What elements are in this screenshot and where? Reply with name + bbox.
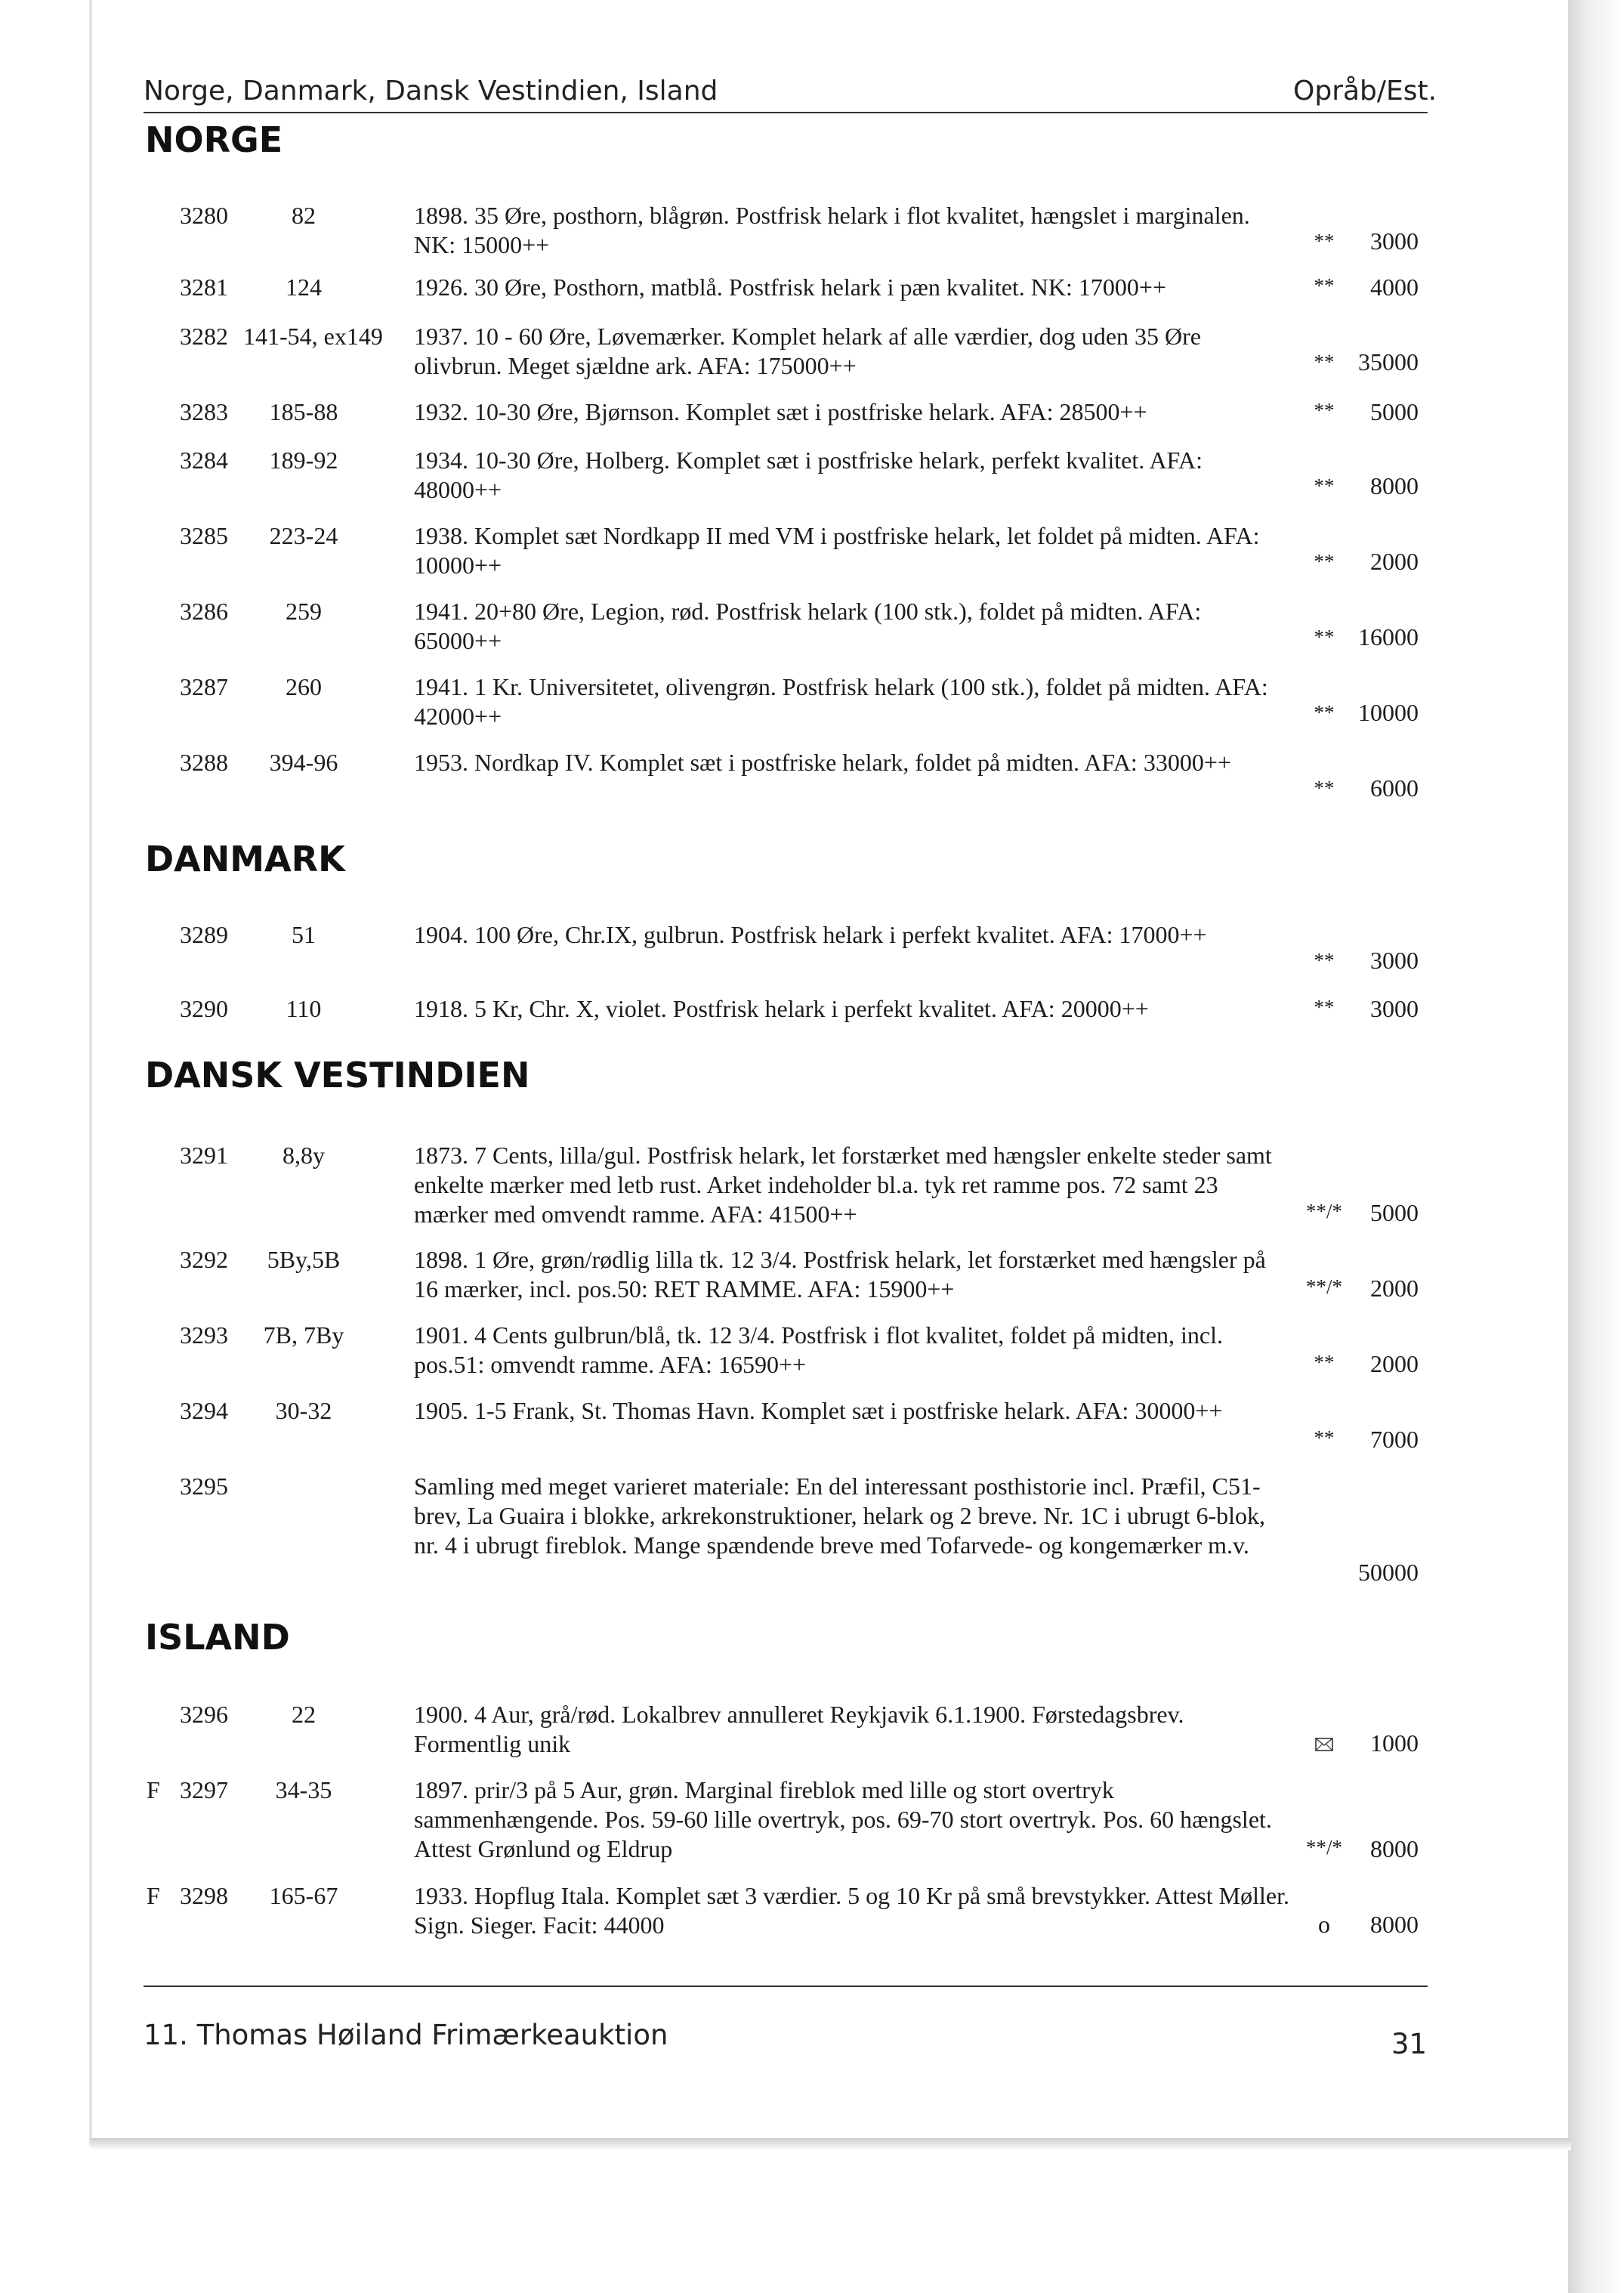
lot-number: 3291 xyxy=(180,1142,228,1169)
lot-estimate: 2000 xyxy=(1370,1275,1419,1302)
lot-estimate: 2000 xyxy=(1370,1350,1419,1377)
lot-condition: **/* xyxy=(1305,1275,1342,1298)
catalog-number: 189-92 xyxy=(269,447,338,474)
lot-condition: ** xyxy=(1314,626,1335,648)
lot-condition: ** xyxy=(1314,399,1335,422)
lot-estimate: 6000 xyxy=(1370,774,1419,802)
lot-description: 1898. 35 Øre, posthorn, blågrøn. Postfrisk helark i flot kvalitet, hængslet i marginalen. NK: 15000++ xyxy=(414,202,1250,258)
section-title-norge: NORGE xyxy=(145,119,283,160)
lot-description: 1941. 1 Kr. Universitetet, olivengrøn. Postfrisk helark (100 stk.), foldet på midten. AFA: 42000++ xyxy=(414,673,1268,730)
lot-description: 1904. 100 Øre, Chr.IX, gulbrun. Postfrisk helark i perfekt kvalitet. AFA: 17000++ xyxy=(414,921,1207,948)
envelope-icon xyxy=(1315,1738,1333,1751)
lot-estimate: 1000 xyxy=(1370,1729,1419,1757)
lot-number: 3286 xyxy=(180,598,228,625)
lot-description: 1901. 4 Cents gulbrun/blå, tk. 12 3/4. Postfrisk i flot kvalitet, foldet på midten, incl. pos.51: omvendt ramme. AFA: 16590++ xyxy=(414,1321,1223,1378)
lot-estimate: 35000 xyxy=(1358,348,1419,375)
lot-description: 1897. prir/3 på 5 Aur, grøn. Marginal fireblok med lille og stort overtryk sammenhængende. Pos. 59-60 lille overtryk, pos. 69-70 stort overtryk. Pos. 60 hængslet. Attest Grønlund og Eldrup xyxy=(414,1776,1272,1862)
lot-estimate: 16000 xyxy=(1358,623,1419,651)
catalog-number: 165-67 xyxy=(269,1882,338,1909)
lot-condition: ** xyxy=(1314,550,1335,573)
lot-flag: F xyxy=(147,1776,160,1803)
lot-condition: ** xyxy=(1314,230,1335,252)
scan-edge-bottom xyxy=(91,2138,1571,2150)
lot-estimate: 8000 xyxy=(1370,1911,1419,1938)
lot-condition xyxy=(1284,1727,1364,1757)
lot-description: 1937. 10 - 60 Øre, Løvemærker. Komplet helark af alle værdier, dog uden 35 Øre olivbrun. Meget sjældne ark. AFA: 175000++ xyxy=(414,323,1201,379)
footer-auction-name: 11. Thomas Høiland Frimærkeauktion xyxy=(144,2019,668,2051)
lot-condition: ** xyxy=(1314,1426,1335,1449)
lot-condition: ** xyxy=(1314,701,1335,724)
lot-number: 3293 xyxy=(180,1321,228,1349)
lot-estimate: 7000 xyxy=(1370,1426,1419,1453)
lot-number: 3288 xyxy=(180,749,228,776)
running-header-title: Norge, Danmark, Dansk Vestindien, Island xyxy=(144,76,718,107)
lot-condition: **/* xyxy=(1305,1836,1342,1859)
lot-condition: ** xyxy=(1314,351,1335,373)
lot-estimate: 50000 xyxy=(1358,1559,1419,1586)
lot-condition: o xyxy=(1318,1911,1330,1938)
catalog-number: 394-96 xyxy=(269,749,338,776)
lot-estimate: 5000 xyxy=(1370,1199,1419,1226)
lot-number: 3283 xyxy=(180,398,228,425)
lot-condition: ** xyxy=(1314,777,1335,799)
catalog-number: 110 xyxy=(286,995,322,1022)
scan-edge-right xyxy=(1568,0,1624,2293)
lot-description: 1918. 5 Kr, Chr. X, violet. Postfrisk helark i perfekt kvalitet. AFA: 20000++ xyxy=(414,995,1149,1022)
lot-description: Samling med meget varieret materiale: En del interessant posthistorie incl. Præfil, C51-brev, La Guaira i blokke, arkrekonstruktioner, helark og 2 breve. Nr. 1C i ubrugt 6-blok, nr. 4 i ubrugt fireblok. Mange spændende breve med Tofarvede- og kongemærker m.v. xyxy=(414,1473,1265,1559)
lot-estimate: 10000 xyxy=(1358,699,1419,726)
lot-description: 1905. 1-5 Frank, St. Thomas Havn. Komplet sæt i postfriske helark. AFA: 30000++ xyxy=(414,1397,1223,1424)
lot-estimate: 3000 xyxy=(1370,947,1419,974)
lot-estimate: 3000 xyxy=(1370,227,1419,255)
lot-number: 3280 xyxy=(180,202,228,229)
catalog-number: 5By,5B xyxy=(267,1246,341,1273)
catalog-number: 259 xyxy=(286,598,322,625)
lot-description: 1934. 10-30 Øre, Holberg. Komplet sæt i postfriske helark, perfekt kvalitet. AFA: 48000++ xyxy=(414,447,1203,503)
lot-number: 3295 xyxy=(180,1473,228,1500)
lot-number: 3297 xyxy=(180,1776,228,1803)
lot-number: 3289 xyxy=(180,921,228,948)
catalog-number: 223-24 xyxy=(269,522,338,549)
catalog-number: 22 xyxy=(292,1701,316,1728)
lot-estimate: 8000 xyxy=(1370,1835,1419,1862)
catalog-number: 34-35 xyxy=(275,1776,332,1803)
lot-estimate: 4000 xyxy=(1370,273,1419,301)
lot-number: 3296 xyxy=(180,1701,228,1728)
lot-number: 3294 xyxy=(180,1397,228,1424)
running-header-estimate-label: Opråb/Est. xyxy=(1293,76,1437,107)
section-title-island: ISLAND xyxy=(145,1617,290,1658)
lot-estimate: 3000 xyxy=(1370,995,1419,1022)
lot-estimate: 8000 xyxy=(1370,472,1419,499)
catalog-number: 124 xyxy=(286,273,322,301)
lot-description: 1953. Nordkap IV. Komplet sæt i postfriske helark, foldet på midten. AFA: 33000++ xyxy=(414,749,1231,776)
catalog-number: 141-54, ex149 xyxy=(243,323,383,350)
catalog-number: 185-88 xyxy=(269,398,338,425)
lot-flag: F xyxy=(147,1882,160,1909)
lot-condition: ** xyxy=(1314,996,1335,1018)
lot-number: 3281 xyxy=(180,273,228,301)
lot-number: 3284 xyxy=(180,447,228,474)
lot-number: 3290 xyxy=(180,995,228,1022)
lot-description: 1941. 20+80 Øre, Legion, rød. Postfrisk helark (100 stk.), foldet på midten. AFA: 65000++ xyxy=(414,598,1202,654)
lot-description: 1900. 4 Aur, grå/rød. Lokalbrev annulleret Reykjavik 6.1.1900. Førstedagsbrev. Formentlig unik xyxy=(414,1701,1184,1757)
lot-condition: **/* xyxy=(1305,1200,1342,1222)
lot-description: 1898. 1 Øre, grøn/rødlig lilla tk. 12 3/4. Postfrisk helark, let forstærket med hængsler på 16 mærker, incl. pos.50: RET RAMME. AFA: 15900++ xyxy=(414,1246,1266,1303)
header-rule xyxy=(144,112,1428,113)
section-title-dansk-vestindien: DANSK VESTINDIEN xyxy=(145,1055,530,1096)
lot-number: 3287 xyxy=(180,673,228,700)
lot-condition: ** xyxy=(1314,474,1335,497)
catalog-number: 7B, 7By xyxy=(263,1321,344,1349)
section-title-danmark: DANMARK xyxy=(145,839,345,879)
lot-number: 3292 xyxy=(180,1246,228,1273)
footer-rule xyxy=(144,1986,1428,1987)
catalog-number: 8,8y xyxy=(283,1142,325,1169)
lot-condition: ** xyxy=(1314,274,1335,297)
catalog-number: 51 xyxy=(292,921,316,948)
lot-description: 1938. Komplet sæt Nordkapp II med VM i postfriske helark, let foldet på midten. AFA: 10000++ xyxy=(414,522,1260,579)
lot-estimate: 5000 xyxy=(1370,398,1419,425)
catalog-number: 260 xyxy=(286,673,322,700)
lot-condition: ** xyxy=(1314,1351,1335,1374)
catalog-number: 82 xyxy=(292,202,316,229)
lot-number: 3282 xyxy=(180,323,228,350)
lot-number: 3298 xyxy=(180,1882,228,1909)
lot-description: 1932. 10-30 Øre, Bjørnson. Komplet sæt i postfriske helark. AFA: 28500++ xyxy=(414,398,1147,425)
lot-description: 1873. 7 Cents, lilla/gul. Postfrisk helark, let forstærket med hængsler enkelte steder samt enkelte mærker med letb rust. Arket indeholder bl.a. tyk ret ramme pos. 72 samt 23 mærker med omvendt ramme. AFA: 41500++ xyxy=(414,1142,1272,1228)
lot-number: 3285 xyxy=(180,522,228,549)
lot-estimate: 2000 xyxy=(1370,548,1419,575)
lot-condition: ** xyxy=(1314,949,1335,972)
page-number: 31 xyxy=(1391,2028,1428,2060)
lot-description: 1926. 30 Øre, Posthorn, matblå. Postfrisk helark i pæn kvalitet. NK: 17000++ xyxy=(414,273,1166,301)
lot-description: 1933. Hopflug Itala. Komplet sæt 3 værdier. 5 og 10 Kr på små brevstykker. Attest Møller. Sign. Sieger. Facit: 44000 xyxy=(414,1882,1289,1939)
catalog-number: 30-32 xyxy=(275,1397,332,1424)
